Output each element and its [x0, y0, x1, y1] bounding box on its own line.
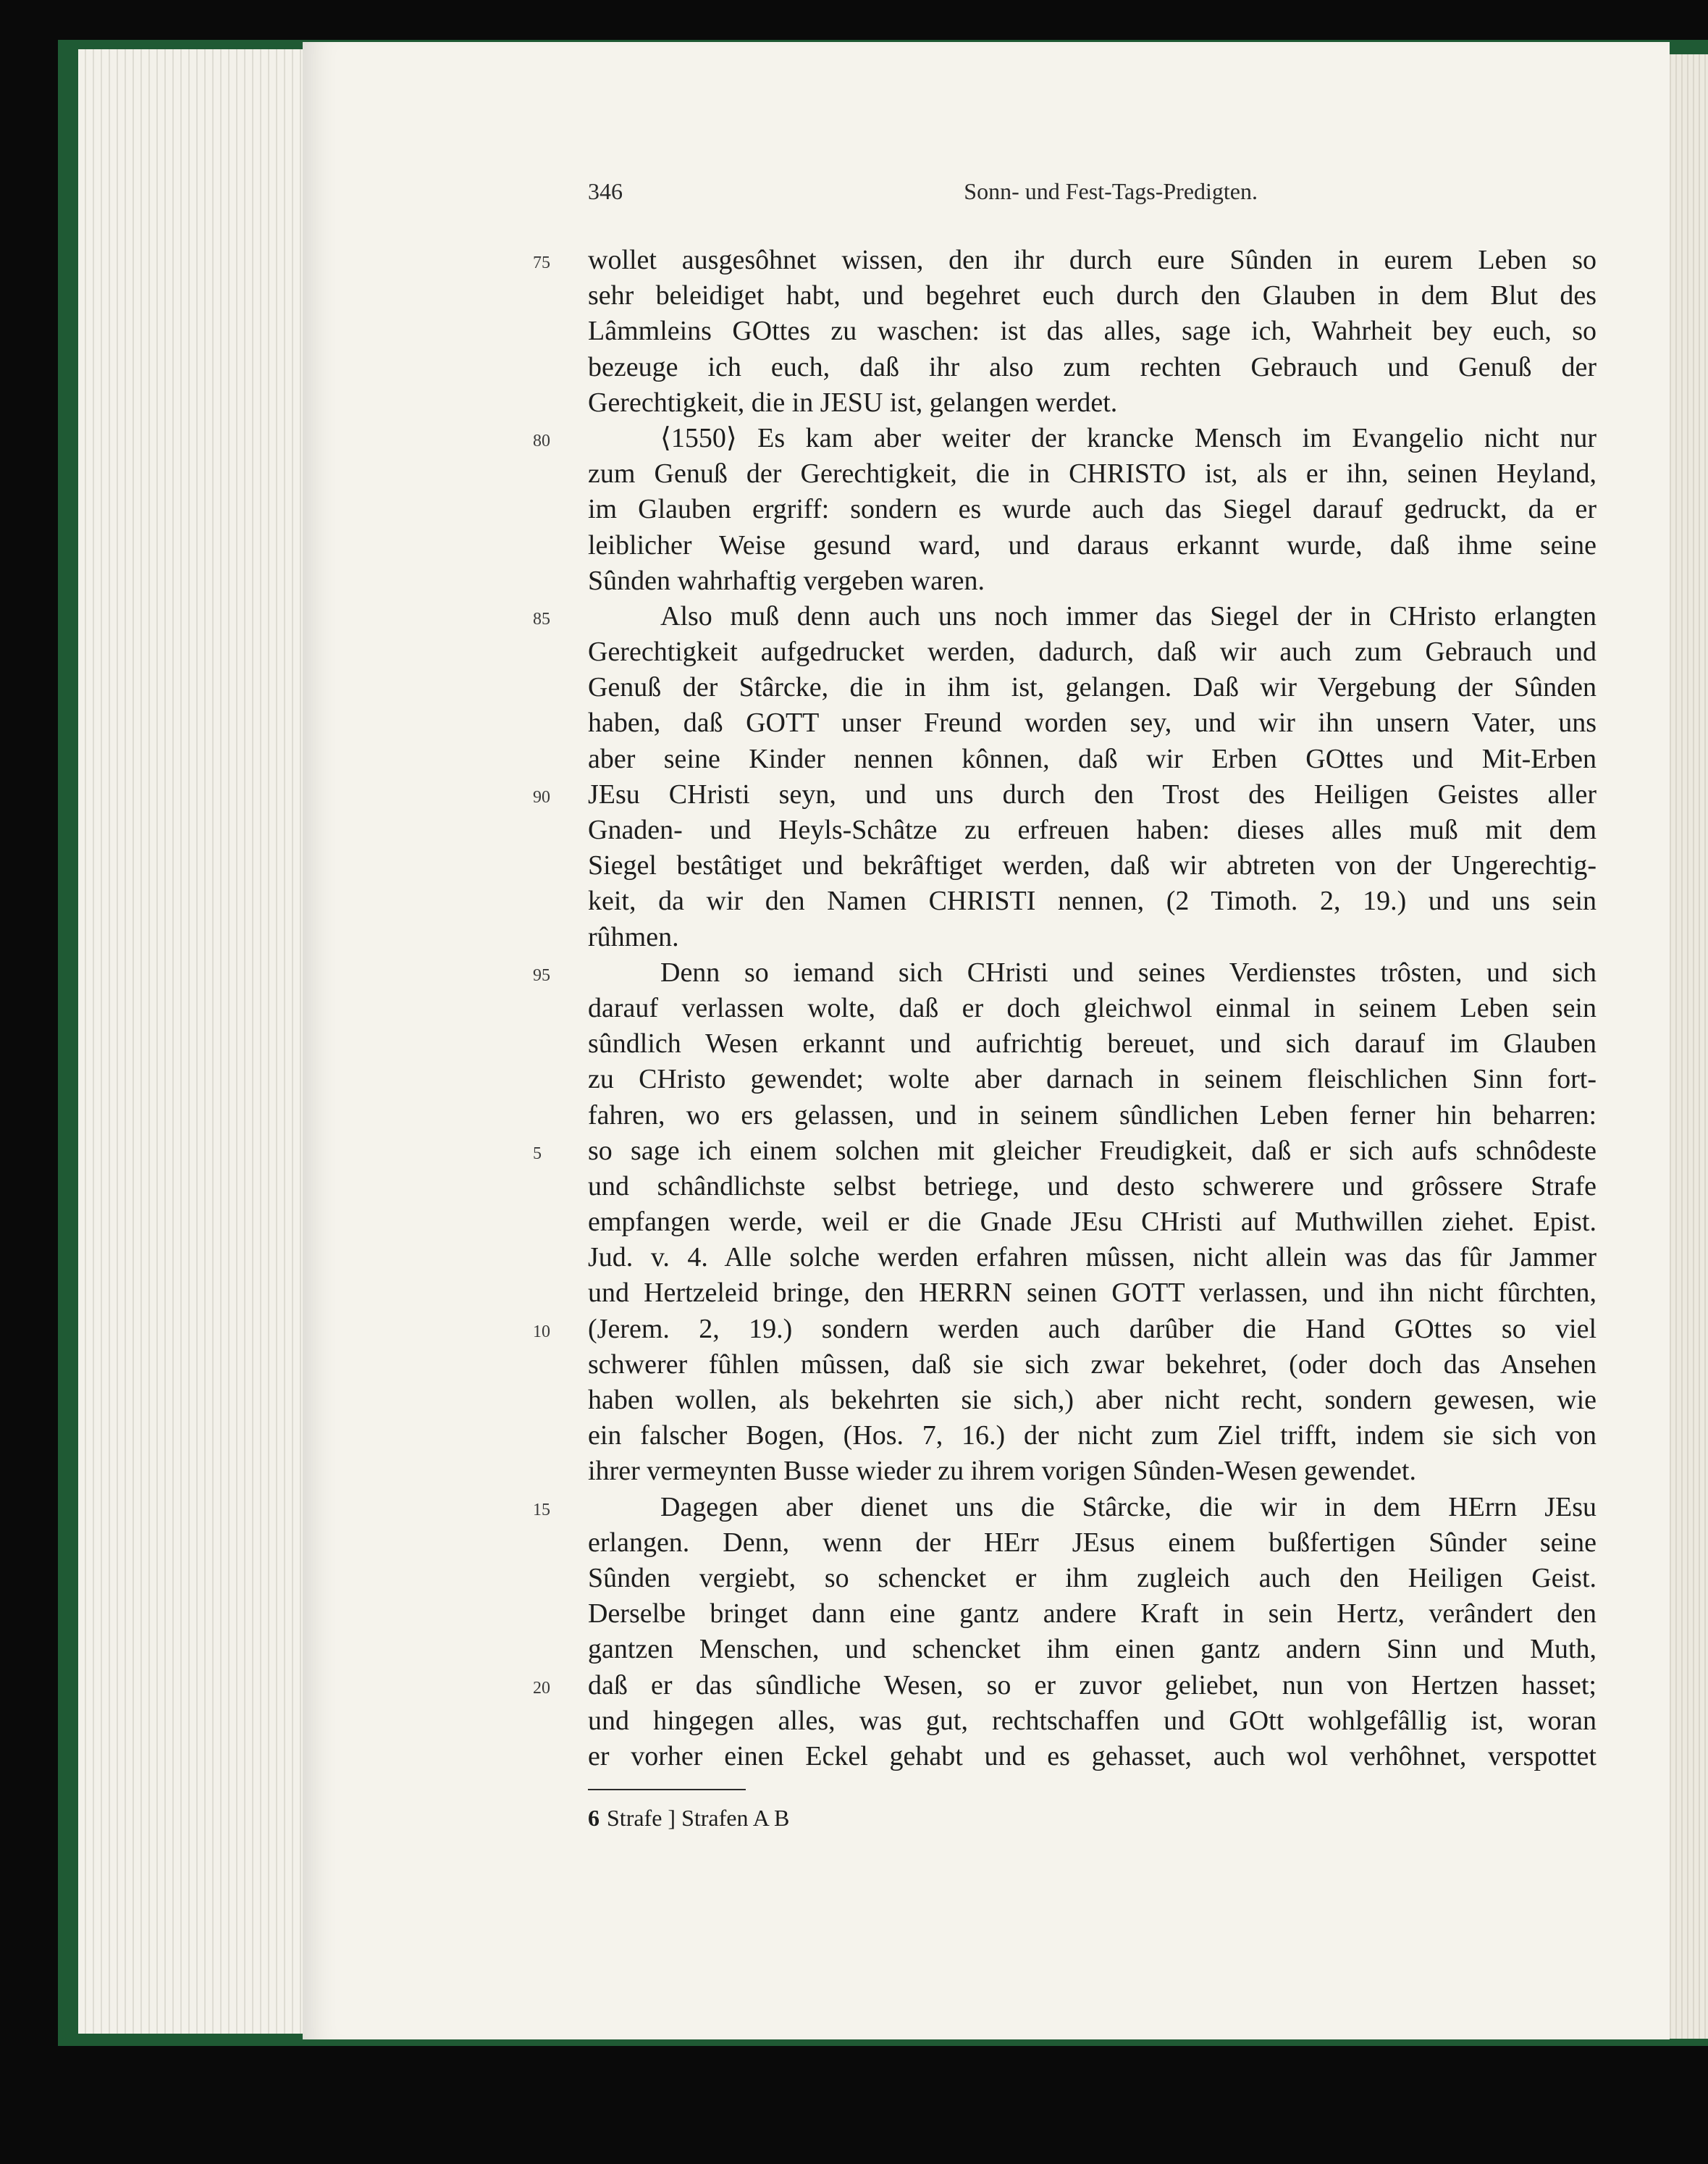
text-line: [588, 1347, 1596, 1383]
line-text: gantzen Menschen, und schencket ihm einen gantz andern Sinn und Muth,: [588, 1634, 1596, 1665]
text-line: [588, 813, 1596, 848]
line-text: aber seine Kinder nennen kônnen, daß wir Erben GOttes und Mit-Erben: [588, 743, 1596, 774]
text-line: [588, 1739, 1596, 1774]
line-text: fahren, wo ers gelassen, und in seinem sûndlichen Leben ferner hin beharren:: [588, 1099, 1596, 1131]
line-text: empfangen werde, weil er die Gnade JEsu CHristi auf Muthwillen ziehet. Epist.: [588, 1207, 1596, 1238]
line-text: rûhmen.: [588, 921, 679, 952]
line-text: daß er das sûndliche Wesen, so er zuvor geliebet, nun von Hertzen hasset;: [588, 1669, 1596, 1700]
text-line: [588, 920, 1596, 955]
text-line: [588, 492, 1596, 527]
text-line: [533, 1668, 1596, 1703]
footnote-rule: [588, 1789, 746, 1790]
text-line: [533, 243, 1596, 278]
line-text: ein falscher Bogen, (Hos. 7, 16.) der nicht zum Ziel trifft, indem sie sich von: [588, 1420, 1596, 1451]
footnote: [588, 1805, 789, 1832]
line-text: Dagegen aber dienet uns die Stârcke, die wir in dem HErrn JEsu: [660, 1491, 1596, 1522]
text-line: [588, 1525, 1596, 1561]
line-text: ⟨1550⟩ Es kam aber weiter der krancke Mensch im Evangelio nicht nur: [660, 422, 1596, 453]
running-title: Sonn- und Fest-Tags-Predigten.: [964, 178, 1258, 204]
line-text: Lâmmleins GOttes zu waschen: ist das alles, sage ich, Wahrheit bey euch, so: [588, 316, 1596, 347]
line-text: Also muß denn auch uns noch immer das Siegel der in CHristo erlangten: [660, 600, 1596, 632]
line-text: Genuß der Stârcke, die in ihm ist, gelangen. Daß wir Vergebung der Sûnden: [588, 672, 1596, 703]
line-text: Sûnden vergiebt, so schencket er ihm zugleich auch den Heiligen Geist.: [588, 1562, 1596, 1593]
line-text: Derselbe bringet dann eine gantz andere Kraft in sein Hertz, verândert den: [588, 1598, 1596, 1630]
text-line: [588, 1240, 1596, 1275]
text-line: [533, 1490, 1596, 1525]
text-line: [588, 1703, 1596, 1739]
text-line: [588, 456, 1596, 492]
text-line: [588, 563, 1596, 599]
line-text: und hingegen alles, was gut, rechtschaffen und GOtt wohlgefâllig ist, woran: [588, 1705, 1596, 1736]
line-text: Gerechtigkeit aufgedrucket werden, dadurch, daß wir auch zum Gebrauch und: [588, 637, 1596, 668]
line-text: erlangen. Denn, wenn der HErr JEsus einem bußfertigen Sûnder seine: [588, 1527, 1596, 1558]
line-text: sûndlich Wesen erkannt und aufrichtig bereuet, und sich darauf im Glauben: [588, 1028, 1596, 1060]
line-text: Jud. v. 4. Alle solche werden erfahren mûssen, nicht allein was das fûr Jammer: [588, 1242, 1596, 1273]
line-text: im Glauben ergriff: sondern es wurde auch das Siegel darauf gedruckt, da er: [588, 494, 1596, 525]
page-edges-right: [1665, 54, 1708, 2039]
line-text: darauf verlassen wolte, daß er doch gleichwol einmal in seinem Leben sein: [588, 992, 1596, 1023]
text-line: [533, 421, 1596, 456]
text-line: [588, 1169, 1596, 1204]
text-line: [533, 599, 1596, 634]
body-text: [533, 243, 1596, 1774]
line-text: zu CHristo gewendet; wolte aber darnach in seinem fleischlichen Sinn fort-: [588, 1064, 1596, 1095]
text-line: [588, 705, 1596, 741]
line-text: so sage ich einem solchen mit gleicher Freudigkeit, daß er sich aufs schnôdeste: [588, 1135, 1596, 1166]
line-text: schwerer fûhlen mûssen, daß sie sich zwar bekehret, (oder doch das Ansehen: [588, 1349, 1596, 1380]
line-text: sehr beleidiget habt, und begehret euch durch den Glauben in dem Blut des: [588, 280, 1596, 311]
line-text: haben wollen, als bekehrten sie sich,) aber nicht recht, sondern gewesen, wie: [588, 1385, 1596, 1415]
line-text: und Hertzeleid bringe, den HERRN seinen GOTT verlassen, und ihn nicht fûrchten,: [588, 1278, 1596, 1309]
text-line: [588, 278, 1596, 314]
text-line: [588, 634, 1596, 670]
text-line: [588, 1026, 1596, 1062]
line-number: 15: [533, 1500, 550, 1519]
line-number: 20: [533, 1678, 550, 1698]
text-line: [588, 528, 1596, 563]
line-text: Gnaden- und Heyls-Schâtze zu erfreuen haben: dieses alles muß mit dem: [588, 815, 1596, 845]
line-number: 75: [533, 253, 550, 272]
line-number: 95: [533, 965, 550, 985]
line-text: Denn so iemand sich CHristi und seines Verdienstes trôsten, und sich: [660, 957, 1596, 988]
text-line: [588, 1454, 1596, 1489]
line-number: 10: [533, 1322, 550, 1341]
text-line: [533, 777, 1596, 813]
line-number: 5: [533, 1144, 542, 1163]
footnote-number: 6: [588, 1805, 600, 1831]
line-text: Siegel bestâtiget und bekrâftiget werden, daß wir abtreten von der Ungerechtig-: [588, 850, 1596, 881]
text-line: [588, 385, 1596, 421]
text-line: [588, 1275, 1596, 1311]
line-text: (Jerem. 2, 19.) sondern werden auch darûber die Hand GOttes so viel: [588, 1313, 1596, 1344]
text-line: [588, 1632, 1596, 1667]
line-text: leiblicher Weise gesund ward, und daraus erkannt wurde, daß ihme seine: [588, 529, 1596, 561]
text-line: [588, 350, 1596, 385]
page-edges-left: [78, 49, 310, 2034]
line-text: keit, da wir den Namen CHRISTI nennen, (2 Timoth. 2, 19.) und uns sein: [588, 886, 1596, 917]
text-line: [588, 991, 1596, 1026]
text-line: [533, 1133, 1596, 1169]
text-line: [533, 955, 1596, 991]
text-line: [588, 1418, 1596, 1454]
line-text: JEsu CHristi seyn, und uns durch den Trost des Heiligen Geistes aller: [588, 779, 1596, 810]
line-text: ihrer vermeynten Busse wieder zu ihrem vorigen Sûnden-Wesen gewendet.: [588, 1456, 1416, 1487]
footnote-text: Strafe ] Strafen A B: [607, 1805, 790, 1831]
text-line: [588, 742, 1596, 777]
line-number: 80: [533, 431, 550, 450]
text-line: [588, 1596, 1596, 1632]
text-line: [588, 884, 1596, 919]
line-text: haben, daß GOTT unser Freund worden sey, und wir ihn unsern Vater, uns: [588, 708, 1596, 739]
line-text: Gerechtigkeit, die in JESU ist, gelangen werdet.: [588, 387, 1118, 418]
text-line: [588, 1098, 1596, 1133]
text-line: [588, 670, 1596, 705]
text-line: [588, 1561, 1596, 1596]
text-line: [588, 1062, 1596, 1097]
line-text: zum Genuß der Gerechtigkeit, die in CHRISTO ist, als er ihn, seinen Heyland,: [588, 458, 1596, 490]
text-line: [533, 1312, 1596, 1347]
text-line: [588, 1204, 1596, 1240]
text-line: [588, 314, 1596, 349]
line-number: 85: [533, 609, 550, 629]
line-text: er vorher einen Eckel gehabt und es gehasset, auch wol verhôhnet, verspottet: [588, 1740, 1596, 1771]
line-number: 90: [533, 787, 550, 807]
line-text: Sûnden wahrhaftig vergeben waren.: [588, 565, 985, 596]
line-text: bezeuge ich euch, daß ihr also zum rechten Gebrauch und Genuß der: [588, 351, 1596, 382]
line-text: wollet ausgesôhnet wissen, den ihr durch eure Sûnden in eurem Leben so: [588, 245, 1596, 275]
running-head: [588, 178, 1258, 210]
page-number: 346: [588, 178, 623, 204]
text-line: [588, 848, 1596, 884]
line-text: und schândlichste selbst betriege, und desto schwerere und grôssere Strafe: [588, 1170, 1596, 1201]
text-line: [588, 1383, 1596, 1418]
